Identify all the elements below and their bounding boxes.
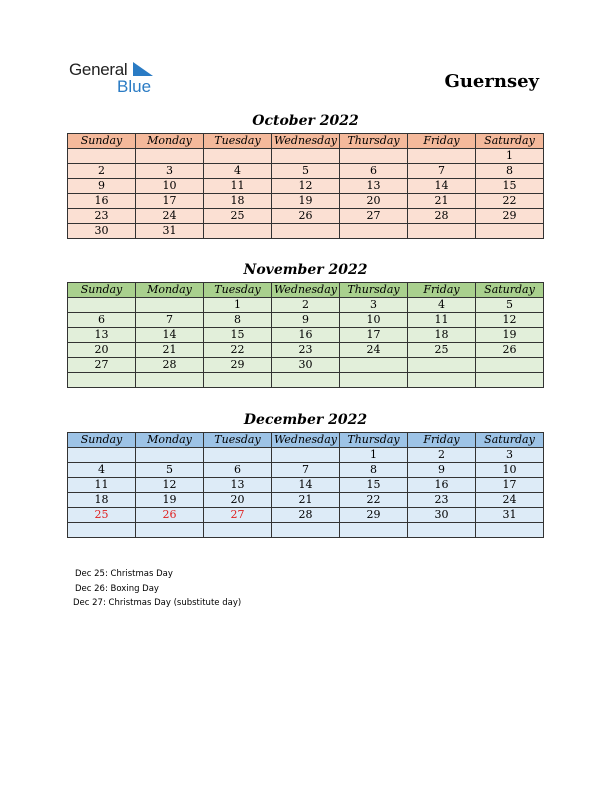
day-cell: 16 <box>408 478 476 493</box>
brand-word-blue: Blue <box>117 77 152 96</box>
day-cell <box>136 373 204 388</box>
day-cell: 2 <box>272 298 340 313</box>
weekday-header-tuesday: Tuesday <box>204 283 272 298</box>
day-cell: 18 <box>68 493 136 508</box>
day-cell: 28 <box>272 508 340 523</box>
day-cell: 17 <box>340 328 408 343</box>
day-cell <box>272 523 340 538</box>
weekday-header-friday: Friday <box>408 283 476 298</box>
weekday-header-friday: Friday <box>408 134 476 149</box>
day-cell <box>68 298 136 313</box>
weekday-header-wednesday: Wednesday <box>272 134 340 149</box>
day-cell <box>136 298 204 313</box>
day-cell: 28 <box>136 358 204 373</box>
month-title-december: December 2022 <box>243 412 368 428</box>
week-row <box>68 209 544 224</box>
day-cell <box>340 149 408 164</box>
day-cell: 20 <box>68 343 136 358</box>
weekday-header-row <box>68 433 544 448</box>
day-cell: 11 <box>204 179 272 194</box>
day-cell <box>204 224 272 239</box>
day-cell: 22 <box>476 194 544 209</box>
day-cell <box>204 149 272 164</box>
day-cell: 23 <box>68 209 136 224</box>
day-cell: 17 <box>476 478 544 493</box>
day-cell: 30 <box>272 358 340 373</box>
weekday-header-monday: Monday <box>136 433 204 448</box>
day-cell: 31 <box>476 508 544 523</box>
day-cell: 24 <box>476 493 544 508</box>
week-row <box>68 463 544 478</box>
weekday-header-monday: Monday <box>136 134 204 149</box>
day-cell: 14 <box>408 179 476 194</box>
day-cell: 16 <box>272 328 340 343</box>
day-cell: 22 <box>340 493 408 508</box>
calendar-body <box>68 298 544 388</box>
day-cell <box>408 373 476 388</box>
weekday-header-sunday: Sunday <box>68 134 136 149</box>
day-cell: 8 <box>340 463 408 478</box>
day-cell: 15 <box>476 179 544 194</box>
weekday-header-thursday: Thursday <box>340 283 408 298</box>
calendar-december <box>67 432 544 538</box>
day-cell <box>476 523 544 538</box>
day-cell <box>476 358 544 373</box>
day-cell: 26 <box>476 343 544 358</box>
calendar-body <box>68 448 544 538</box>
week-row <box>68 164 544 179</box>
day-cell: 12 <box>272 179 340 194</box>
day-cell <box>204 373 272 388</box>
weekday-header-saturday: Saturday <box>476 433 544 448</box>
calendar-body <box>68 149 544 239</box>
day-cell: 12 <box>476 313 544 328</box>
day-cell: 16 <box>68 194 136 209</box>
day-cell: 3 <box>136 164 204 179</box>
holiday-note: Dec 26: Boxing Day <box>75 583 159 594</box>
week-row <box>68 448 544 463</box>
day-cell <box>272 224 340 239</box>
day-cell <box>68 448 136 463</box>
day-cell: 9 <box>68 179 136 194</box>
day-cell <box>272 448 340 463</box>
week-row <box>68 224 544 239</box>
day-cell: 1 <box>340 448 408 463</box>
day-cell <box>68 373 136 388</box>
day-cell: 23 <box>408 493 476 508</box>
day-cell: 27 <box>68 358 136 373</box>
day-cell: 9 <box>408 463 476 478</box>
day-cell: 4 <box>68 463 136 478</box>
day-cell: 24 <box>136 209 204 224</box>
day-cell: 4 <box>204 164 272 179</box>
day-cell: 25 <box>204 209 272 224</box>
day-cell: 3 <box>340 298 408 313</box>
week-row <box>68 179 544 194</box>
day-cell <box>340 523 408 538</box>
day-cell: 20 <box>204 493 272 508</box>
day-cell: 29 <box>476 209 544 224</box>
week-row <box>68 149 544 164</box>
day-cell: 11 <box>408 313 476 328</box>
week-row <box>68 373 544 388</box>
week-row <box>68 478 544 493</box>
day-cell <box>408 358 476 373</box>
day-cell: 22 <box>204 343 272 358</box>
brand-triangle-icon <box>133 62 153 76</box>
day-cell <box>136 448 204 463</box>
week-row <box>68 328 544 343</box>
weekday-header-friday: Friday <box>408 433 476 448</box>
day-cell: 4 <box>408 298 476 313</box>
day-cell <box>340 358 408 373</box>
day-cell: 14 <box>272 478 340 493</box>
day-cell: 8 <box>476 164 544 179</box>
day-cell: 21 <box>408 194 476 209</box>
day-cell <box>68 149 136 164</box>
day-cell: 29 <box>340 508 408 523</box>
day-cell: 15 <box>340 478 408 493</box>
calendar-november <box>67 282 544 388</box>
day-cell: 13 <box>340 179 408 194</box>
weekday-header-wednesday: Wednesday <box>272 433 340 448</box>
week-row <box>68 358 544 373</box>
day-cell: 13 <box>204 478 272 493</box>
day-cell: 6 <box>340 164 408 179</box>
day-cell: 27 <box>340 209 408 224</box>
calendar-october <box>67 133 544 239</box>
day-cell: 21 <box>136 343 204 358</box>
day-cell: 7 <box>272 463 340 478</box>
day-cell: 10 <box>136 179 204 194</box>
day-cell <box>408 224 476 239</box>
day-cell <box>476 373 544 388</box>
day-cell: 5 <box>272 164 340 179</box>
day-cell: 31 <box>136 224 204 239</box>
day-cell: 1 <box>204 298 272 313</box>
month-title-november: November 2022 <box>243 262 368 278</box>
day-cell: 14 <box>136 328 204 343</box>
day-cell <box>68 523 136 538</box>
weekday-header-row <box>68 134 544 149</box>
holiday-notes <box>73 567 241 611</box>
day-cell: 8 <box>204 313 272 328</box>
day-cell: 18 <box>408 328 476 343</box>
weekday-header-thursday: Thursday <box>340 134 408 149</box>
day-cell: 30 <box>408 508 476 523</box>
weekday-header-wednesday: Wednesday <box>272 283 340 298</box>
day-cell: 18 <box>204 194 272 209</box>
day-cell: 11 <box>68 478 136 493</box>
weekday-header-sunday: Sunday <box>68 283 136 298</box>
day-cell: 10 <box>476 463 544 478</box>
day-cell: 3 <box>476 448 544 463</box>
day-cell: 23 <box>272 343 340 358</box>
week-row <box>68 523 544 538</box>
day-cell: 1 <box>476 149 544 164</box>
day-cell <box>272 149 340 164</box>
brand-word-general: General <box>69 60 128 79</box>
day-cell <box>476 224 544 239</box>
day-cell: 17 <box>136 194 204 209</box>
day-cell <box>136 523 204 538</box>
day-cell <box>408 523 476 538</box>
day-cell: 15 <box>204 328 272 343</box>
day-cell: 28 <box>408 209 476 224</box>
day-cell: 7 <box>408 164 476 179</box>
day-cell: 26 <box>272 209 340 224</box>
day-cell: 20 <box>340 194 408 209</box>
day-cell: 6 <box>68 313 136 328</box>
weekday-header-saturday: Saturday <box>476 134 544 149</box>
day-cell: 5 <box>136 463 204 478</box>
weekday-header-thursday: Thursday <box>340 433 408 448</box>
day-cell: 30 <box>68 224 136 239</box>
month-title-october: October 2022 <box>252 113 359 129</box>
day-cell: 21 <box>272 493 340 508</box>
day-cell: 26 <box>136 508 204 523</box>
weekday-header-saturday: Saturday <box>476 283 544 298</box>
week-row <box>68 313 544 328</box>
day-cell: 10 <box>340 313 408 328</box>
day-cell: 29 <box>204 358 272 373</box>
brand-logo <box>69 60 169 96</box>
day-cell: 9 <box>272 313 340 328</box>
day-cell <box>340 224 408 239</box>
week-row <box>68 194 544 209</box>
day-cell: 2 <box>68 164 136 179</box>
week-row <box>68 343 544 358</box>
weekday-header-row <box>68 283 544 298</box>
week-row <box>68 508 544 523</box>
day-cell: 24 <box>340 343 408 358</box>
day-cell: 19 <box>476 328 544 343</box>
day-cell <box>272 373 340 388</box>
day-cell <box>340 373 408 388</box>
day-cell <box>136 149 204 164</box>
day-cell: 12 <box>136 478 204 493</box>
day-cell: 25 <box>408 343 476 358</box>
day-cell <box>408 149 476 164</box>
day-cell: 2 <box>408 448 476 463</box>
day-cell: 27 <box>204 508 272 523</box>
holiday-note: Dec 27: Christmas Day (substitute day) <box>73 598 242 608</box>
week-row <box>68 493 544 508</box>
day-cell <box>204 523 272 538</box>
day-cell: 19 <box>272 194 340 209</box>
weekday-header-tuesday: Tuesday <box>204 433 272 448</box>
day-cell: 6 <box>204 463 272 478</box>
weekday-header-monday: Monday <box>136 283 204 298</box>
day-cell: 5 <box>476 298 544 313</box>
weekday-header-sunday: Sunday <box>68 433 136 448</box>
weekday-header-tuesday: Tuesday <box>204 134 272 149</box>
day-cell: 7 <box>136 313 204 328</box>
holiday-note: Dec 25: Christmas Day <box>75 569 173 579</box>
day-cell: 13 <box>68 328 136 343</box>
day-cell <box>204 448 272 463</box>
week-row <box>68 298 544 313</box>
country-title: Guernsey <box>444 71 539 92</box>
day-cell: 25 <box>68 508 136 523</box>
day-cell: 19 <box>136 493 204 508</box>
